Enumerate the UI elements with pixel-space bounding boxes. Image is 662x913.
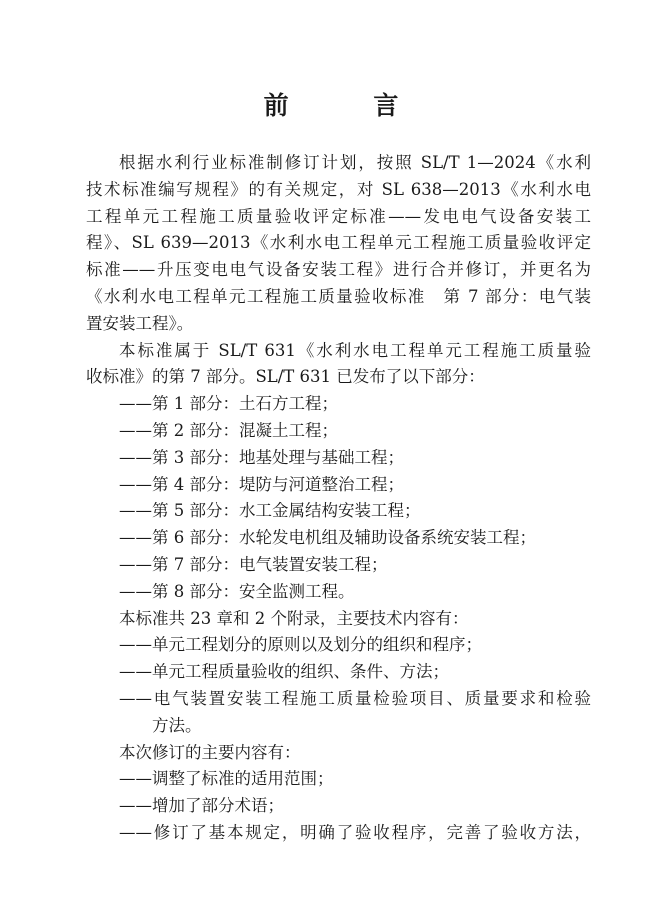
paragraph-line: 本标准属于 SL/T 631《水利水电工程单元工程施工质量验 — [119, 340, 591, 360]
list-item: ——第 5 部分：水工金属结构安装工程； — [119, 501, 421, 521]
paragraph-line: 程》、SL 639—2013《水利水电工程单元工程施工质量验收评定 — [86, 233, 591, 253]
paragraph-line: 置安装工程》。 — [86, 313, 194, 333]
paragraph-line: 技术标准编写规程》的有关规定，对 SL 638—2013《水利水电 — [86, 179, 591, 199]
list-item: ——第 1 部分：土石方工程； — [119, 394, 338, 414]
list-item: ——第 3 部分：地基处理与基础工程； — [119, 447, 404, 467]
list-item: ——第 6 部分：水轮发电机组及辅助设备系统安装工程； — [119, 528, 536, 548]
list-item: ——第 8 部分：安全监测工程。 — [119, 581, 355, 601]
list-item-continuation: 方法。 — [152, 715, 202, 735]
paragraph-line: 标准——升压变电电气设备安装工程》进行合并修订，并更名为 — [86, 260, 591, 280]
list-item: ——第 2 部分：混凝土工程； — [119, 420, 338, 440]
list-item: ——单元工程划分的原则以及划分的组织和程序； — [119, 635, 482, 655]
paragraph-line: 本次修订的主要内容有： — [119, 742, 301, 762]
paragraph-line: 工程单元工程施工质量验收评定标准——发电电气设备安装工 — [86, 206, 591, 226]
paragraph-line: 根据水利行业标准制修订计划，按照 SL/T 1—2024《水利 — [119, 153, 591, 172]
paragraph-line: 本标准共 23 章和 2 个附录，主要技术内容有： — [119, 608, 469, 628]
list-item: ——调整了标准的适用范围； — [119, 769, 334, 789]
list-item: ——增加了部分术语； — [119, 796, 284, 816]
paragraph-line: 《水利水电工程单元工程施工质量验收标准 第 7 部分：电气装 — [86, 286, 591, 306]
list-item: ——电气装置安装工程施工质量检验项目、质量要求和检验 — [119, 688, 591, 708]
page-title: 前 言 — [263, 91, 437, 120]
paragraph-line: 收标准》的第 7 部分。SL/T 631 已发布了以下部分： — [86, 367, 485, 387]
list-item: ——修订了基本规定，明确了验收程序，完善了验收方法， — [119, 822, 591, 842]
list-item: ——单元工程质量验收的组织、条件、方法； — [119, 662, 449, 682]
list-item: ——第 7 部分：电气装置安装工程； — [119, 554, 388, 574]
list-item: ——第 4 部分：堤防与河道整治工程； — [119, 474, 404, 494]
body-text — [86, 150, 591, 847]
